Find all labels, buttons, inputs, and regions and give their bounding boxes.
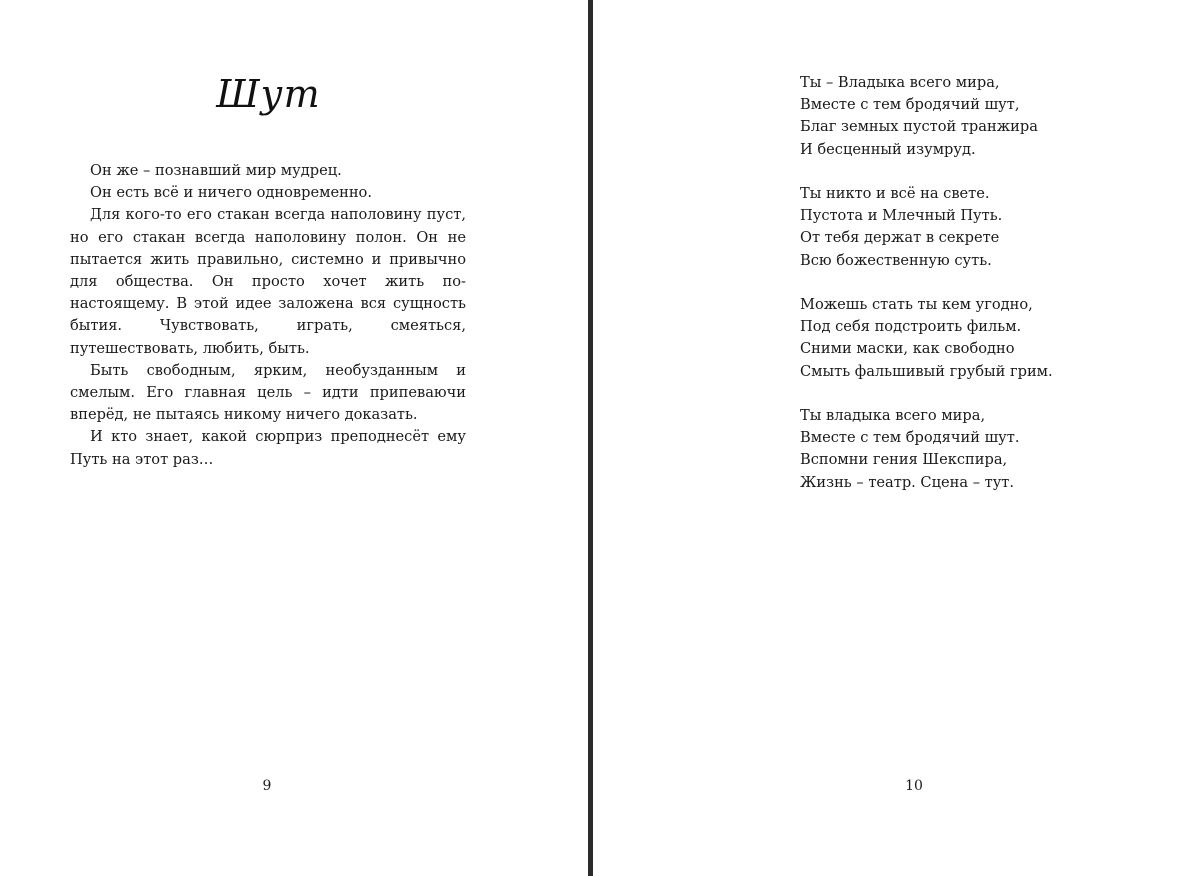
paragraph: Он есть всё и ничего одновременно.: [90, 184, 372, 202]
chapter-title: Шут: [216, 72, 321, 116]
paragraph: Для кого-то его стакан всегда наполовину пуст, но его стакан всегда наполовину полон. Он не пытается жить правильно, системно и привычно для общества. Он просто хочет жить по-настоящему. В этой идее заложена вся сущность бытия. Чувствовать, играть, смеяться, путешествовать, любить, быть.: [70, 206, 466, 357]
verse-line: И бесценный изумруд.: [800, 140, 976, 158]
verse-line: От тебя держат в секрете: [800, 229, 1000, 247]
verse-line: Смыть фальшивый грубый грим.: [800, 362, 1053, 380]
verse-line: Всю божественную суть.: [800, 251, 992, 269]
verse-line: Вместе с тем бродячий шут,: [800, 96, 1020, 114]
prose-body: [70, 160, 466, 471]
stanza: [800, 183, 1160, 272]
paragraph: Быть свободным, ярким, необузданным и смелым. Его главная цель – идти припеваючи вперёд, не пытаясь никому ничего доказать.: [70, 361, 466, 424]
verse-line: Можешь стать ты кем угодно,: [800, 296, 1033, 313]
verse-line: Под себя подстроить фильм.: [800, 318, 1022, 336]
verse-line: Благ земных пустой транжира: [800, 118, 1038, 136]
paragraph: Он же – познавший мир мудрец.: [90, 162, 342, 179]
verse-line: Жизнь – театр. Сцена – тут.: [800, 473, 1014, 491]
verse-line: Вместе с тем бродячий шут.: [800, 429, 1020, 447]
verse-line: Ты никто и всё на свете.: [800, 185, 990, 202]
right-page: [594, 0, 1182, 876]
verse-line: Ты владыка всего мира,: [800, 407, 986, 424]
page-number-left: 9: [262, 778, 272, 794]
verse-line: Пустота и Млечный Путь.: [800, 207, 1003, 225]
verse-line: Вспомни гения Шекспира,: [800, 451, 1008, 469]
paragraph: И кто знает, какой сюрприз преподнесёт ему Путь на этот раз…: [70, 428, 466, 468]
stanza: [800, 294, 1160, 383]
stanza: [800, 72, 1160, 161]
poem: [800, 72, 1160, 494]
page-number-right: 10: [905, 778, 923, 794]
left-page: [0, 0, 589, 876]
book-gutter: [588, 0, 593, 876]
verse-line: Сними маски, как свободно: [800, 340, 1015, 358]
stanza: [800, 405, 1160, 494]
verse-line: Ты – Владыка всего мира,: [800, 74, 1000, 91]
